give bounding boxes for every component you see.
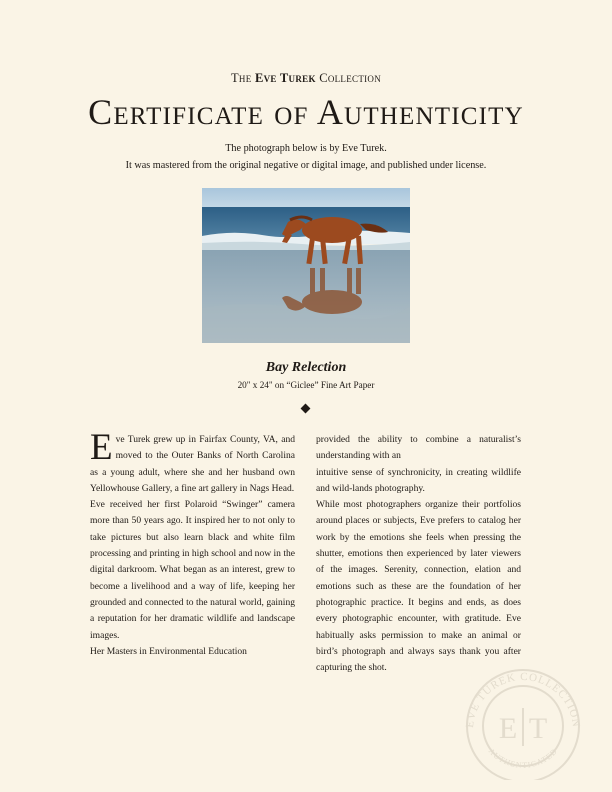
body-paragraph: Eve received her first Polaroid “Swinger” camera more than 50 years ago. It inspired her to not only to take pictures but also learn black and white film processing and printing in high school and now in the digital darkroom. What began as an interest, grew to become a livelihood and a way of life, keeping her grounded and connected to the natural world, gaining a reputation for her dramatic wildlife and landscape images. — [90, 499, 295, 641]
artwork-title: Bay Relection — [265, 360, 347, 375]
seal-monogram-left: E — [498, 712, 518, 745]
intro-line-2: It was mastered from the original negative or digital image, and published under license. — [125, 160, 487, 171]
kicker-prefix: The — [230, 71, 252, 85]
authentication-seal — [450, 668, 596, 780]
horse-photograph — [202, 188, 410, 343]
body-paragraph: provided the ability to combine a naturalist’s understanding with an — [316, 434, 521, 462]
diamond-ornament — [301, 404, 311, 414]
svg-text:AUTHENTICATED — [487, 747, 560, 770]
intro-text — [0, 140, 612, 174]
intro-line-1: The photograph below is by Eve Turek. — [225, 143, 387, 154]
body-paragraph-text: ve Turek grew up in Fairfax County, VA, and moved to the Outer Banks of North Carolina as a young adult, where she and her husband own Yellowhouse Gallery, a fine art gallery in Nags Head. — [90, 434, 295, 494]
seal-top-text: EVE TUREK COLLECTION — [463, 670, 583, 729]
drop-cap: E — [90, 427, 113, 468]
seal-bottom-text: AUTHENTICATED — [486, 746, 560, 770]
collection-kicker — [0, 71, 612, 86]
body-column-left — [90, 427, 295, 660]
seal-monogram-right: T — [528, 712, 548, 745]
kicker-artist-name: Eve Turek — [254, 71, 316, 85]
body-paragraph: Her Masters in Environmental Education — [90, 645, 247, 657]
body-column-right — [316, 432, 521, 676]
page-title: Certificate of Authenticity — [88, 92, 524, 132]
artwork-size: 20" x 24" on “Giclee” Fine Art Paper — [237, 380, 375, 390]
body-paragraph: While most photographers organize their portfolios around places or subjects, Eve prefers to catalog her work by the emotions she feels when pressing the shutter, emotions then experienced by later viewers of the images. Serenity, connection, elation and emotions such as these are the foundation of her photographic practice. It begins and ends, as does every photographic encounter, with gratitude. Eve habitually asks permission to make an animal or bird’s photograph and always says thank you after capturing the shot. — [316, 499, 521, 674]
body-paragraph: intuitive sense of synchronicity, in creating wildlife and wild-lands photography. — [316, 466, 521, 494]
kicker-suffix: Collection — [319, 71, 382, 85]
body-paragraph — [90, 427, 295, 497]
